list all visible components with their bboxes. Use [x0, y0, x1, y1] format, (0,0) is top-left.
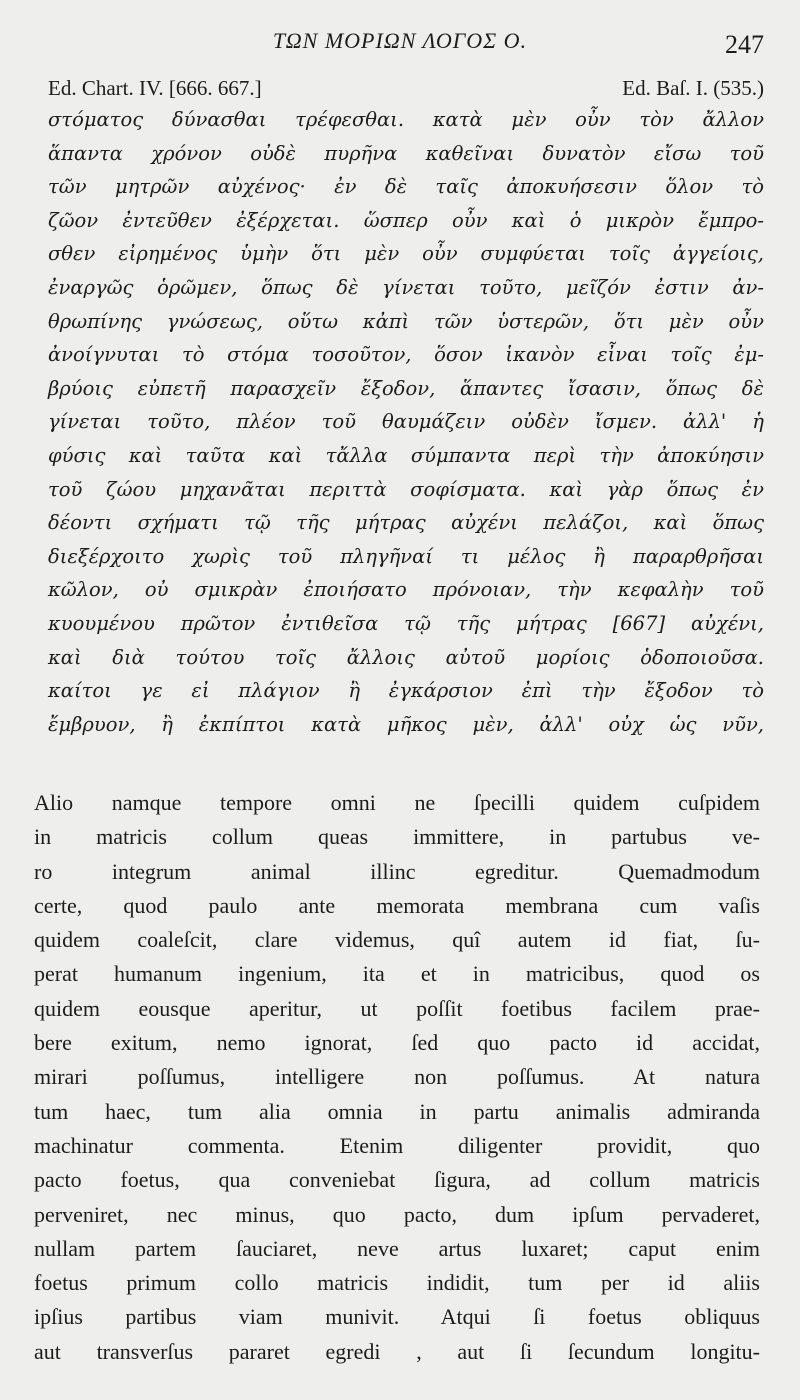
- greek-text-line: ζῶον ἐντεῦθεν ἐξέρχεται. ὥσπερ οὖν καὶ ὁ μικρὸν ἔμπρο-: [48, 208, 764, 232]
- greek-text-line: ἀνοίγνυται τὸ στόμα τοσοῦτον, ὅσον ἱκανὸν εἶναι τοῖς ἐμ-: [48, 343, 764, 367]
- latin-text-line: certe, quod paulo ante memorata membrana cum vaſis: [34, 892, 760, 918]
- latin-text-line: ipſius partibus viam munivit. Atqui ſi foetus obliquus: [34, 1304, 760, 1330]
- latin-text-line: aut transverſus pararet egredi , aut ſi ſecundum longitu-: [34, 1338, 760, 1364]
- greek-text-line: τῶν μητρῶν αὐχένος· ἐν δὲ ταῖς ἀποκυήσεσιν ὅλον τὸ: [48, 175, 764, 199]
- greek-text-line: βρύοις εὐπετῆ παρασχεῖν ἔξοδον, ἅπαντες ἴσασιν, ὅπως δὲ: [48, 376, 764, 400]
- edition-basel-reference: Ed. Baſ. I. (535.): [622, 76, 764, 100]
- greek-text-line: δέοντι σχήματι τῷ τῆς μήτρας αὐχένι πελάζοι, καὶ ὅπως: [48, 511, 764, 535]
- latin-text-block: [34, 786, 760, 1369]
- greek-text-line: καίτοι γε εἰ πλάγιον ἢ ἐγκάρσιον ἐπὶ τὴν ἔξοδον τὸ: [48, 679, 764, 703]
- latin-text-line: foetus primum collo matricis indidit, tum per id aliis: [34, 1270, 760, 1296]
- greek-text-line: καὶ διὰ τούτου τοῖς ἄλλοις αὐτοῦ μορίοις ὁδοποιοῦσα.: [48, 645, 764, 669]
- greek-text-line: σθεν εἰρημένος ὑμὴν ὅτι μὲν οὖν συμφύεται τοῖς ἀγγείοις,: [48, 242, 764, 266]
- greek-text-line: ἐναργῶς ὁρῶμεν, ὅπως δὲ γίνεται τοῦτο, μεῖζόν ἐστιν ἀν-: [48, 275, 764, 299]
- latin-text-line: machinatur commenta. Etenim diligenter providit, quo: [34, 1132, 760, 1158]
- latin-text-line: perat humanum ingenium, ita et in matricibus, quod os: [34, 961, 760, 987]
- latin-text-line: Alio namque tempore omni ne ſpecilli quidem cuſpidem: [34, 790, 760, 815]
- latin-text-line: quidem coaleſcit, clare videmus, quî autem id fiat, ſu-: [34, 927, 760, 953]
- page-number: 247: [725, 30, 764, 59]
- running-head: [0, 28, 800, 58]
- latin-text-line: mirari poſſumus, intelligere non poſſumus. At natura: [34, 1064, 760, 1090]
- latin-text-line: in matricis collum queas immittere, in partubus ve-: [34, 824, 760, 850]
- latin-text-line: pacto foetus, qua conveniebat ſigura, ad collum matricis: [34, 1167, 760, 1193]
- greek-text-line: ἅπαντα χρόνον οὐδὲ πυρῆνα καθεῖναι δυνατὸν εἴσω τοῦ: [48, 141, 764, 165]
- edition-reference-line: [48, 76, 764, 100]
- greek-text-line: τοῦ ζώου μηχανᾶται περιττὰ σοφίσματα. καὶ γὰρ ὅπως ἐν: [48, 477, 764, 501]
- latin-text-line: perveniret, nec minus, quo pacto, dum ipſum pervaderet,: [34, 1201, 760, 1227]
- greek-text-line: κῶλον, οὐ σμικρὰν ἐποιήσατο πρόνοιαν, τὴν κεφαλὴν τοῦ: [48, 578, 764, 602]
- greek-text-line: στόματος δύνασθαι τρέφεσθαι. κατὰ μὲν οὖν τὸν ἄλλον: [48, 108, 764, 131]
- greek-text-line: γίνεται τοῦτο, πλέον τοῦ θαυμάζειν οὐδὲν ἴσμεν. ἀλλ' ἡ: [48, 410, 764, 434]
- greek-text-block: [48, 103, 764, 741]
- greek-text-line: θρωπίνης γνώσεως, οὕτω κἀπὶ τῶν ὑστερῶν, ὅτι μὲν οὖν: [48, 309, 764, 333]
- edition-chartier-reference: Ed. Chart. IV. [666. 667.]: [48, 76, 262, 100]
- greek-text-line: διεξέρχοιτο χωρὶς τοῦ πληγῆναί τι μέλος ἢ παραρθρῆσαι: [48, 544, 764, 568]
- latin-text-line: bere exitum, nemo ignorat, ſed quo pacto id accidat,: [34, 1030, 760, 1056]
- greek-text-line: φύσις καὶ ταῦτα καὶ τἄλλα σύμπαντα περὶ τὴν ἀποκύησιν: [48, 443, 764, 467]
- running-title: ΤΩΝ ΜΟΡΙΩΝ ΛΟΓΟΣ Ο.: [272, 28, 528, 53]
- greek-text-line: ἔμβρυον, ἢ ἐκπίπτοι κατὰ μῆκος μὲν, ἀλλ' οὐχ ὡς νῦν,: [48, 712, 764, 736]
- latin-text-line: ro integrum animal illinc egreditur. Quemadmodum: [34, 858, 760, 884]
- greek-text-line: κυουμένου πρῶτον ἐντιθεῖσα τῷ τῆς μήτρας [667] αὐχένι,: [48, 611, 764, 635]
- latin-text-line: quidem eousque aperitur, ut poſſit foetibus facilem prae-: [34, 995, 760, 1021]
- latin-text-line: nullam partem ſauciaret, neve artus luxaret; caput enim: [34, 1235, 760, 1261]
- latin-text-line: tum haec, tum alia omnia in partu animalis admiranda: [34, 1098, 760, 1124]
